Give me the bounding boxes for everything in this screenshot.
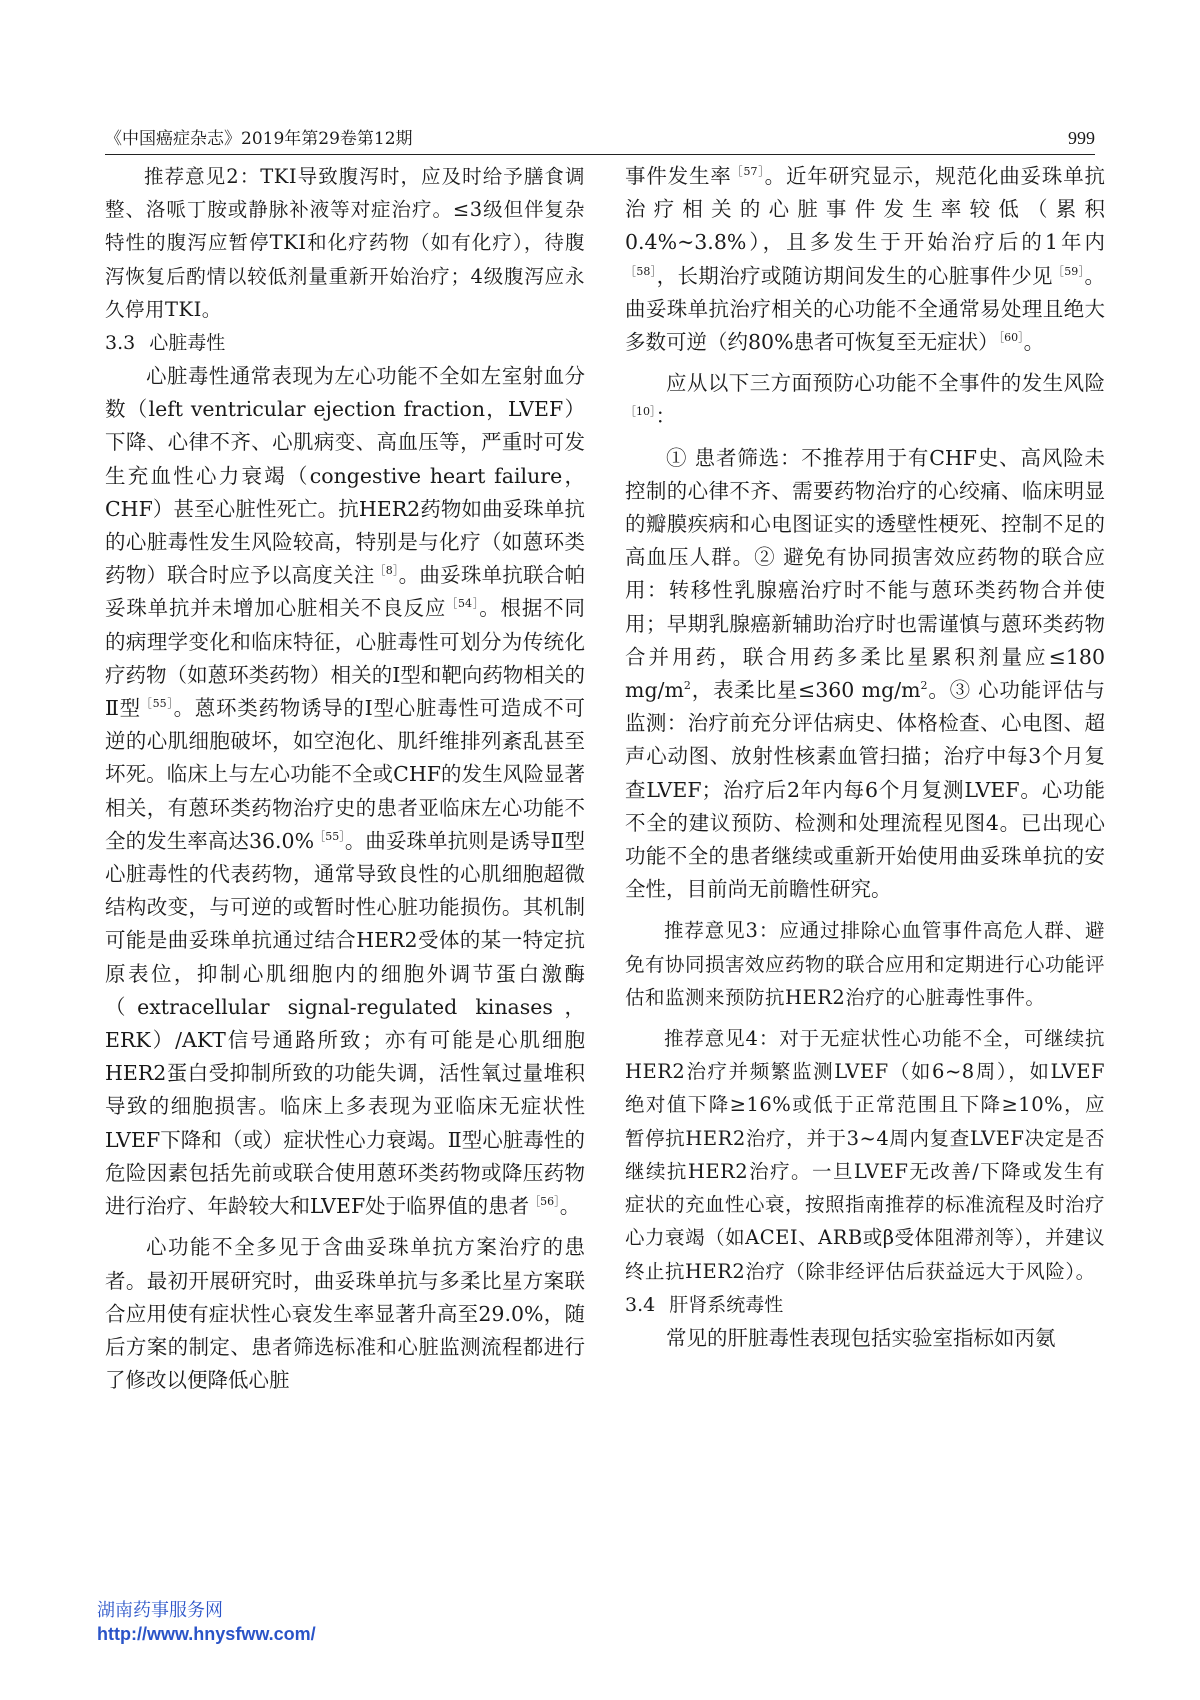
left-column xyxy=(105,160,585,1397)
recommendation-3: 推荐意见3：应通过排除心血管事件高危人群、避免有协同损害效应药物的联合应用和定期进行心功能评估和监测来预防抗HER2治疗的心脏毒性事件。 xyxy=(625,919,1106,1009)
section-number: 3.4 xyxy=(625,1293,656,1316)
citation: ［57］ xyxy=(731,165,765,179)
right-column xyxy=(625,160,1105,1355)
page-number: 999 xyxy=(1068,128,1095,148)
citation: ［59］ xyxy=(1052,264,1085,278)
section-3-3-heading xyxy=(105,326,585,360)
paragraph-liver-toxicity: 常见的肝脏毒性表现包括实验室指标如丙氨 xyxy=(666,1325,1056,1350)
citation: ［54］ xyxy=(446,597,480,611)
site-name: 湖南药事服务网 xyxy=(97,1600,223,1620)
superscript: 2 xyxy=(920,679,928,693)
page-header xyxy=(105,124,1095,155)
paragraph-heart-dysfunction: 心功能不全多见于含曲妥珠单抗方案治疗的患者。最初开展研究时，曲妥珠单抗与多柔比星方案联合应用使有症状性心衰发生率显著升高至29.0%，随后方案的制定、患者筛选标准和心脏监测流程都进行了修改以便降低心脏 xyxy=(105,1235,585,1393)
section-title: 心脏毒性 xyxy=(149,332,226,355)
paragraph-cardiac-toxicity: 心脏毒性通常表现为左心功能不全如左室射血分数（left ventricular ejection fraction，LVEF）下降、心律不齐、心肌病变、高血压等，严重时可发生充血性心力衰竭（congestive heart failure，CHF）甚至心脏性死亡。抗HER2药物如曲妥珠单抗的心脏毒性发生风险较高，特别是与化疗（如蒽环类药物）联合时应予以高度关注$^{[8]}$。曲妥珠单抗联合帕妥珠单抗并未增加心脏相关不良反应$^{[54]}$。根据不同的病理学变化和临床特征，心脏毒性可划分为传统化疗药物（如蒽环类药物）相关的Ⅰ型和靶向药物相关的Ⅱ型$^{[55]}$。蒽环类药物诱导的Ⅰ型心脏毒性可造成不可逆的心肌细胞破坏，如空泡化、肌纤维排列紊乱甚至坏死。临床上与左心功能不全或CHF的发生风险显著相关，有蒽环类药物治疗史的患者亚临床左心功能不全的发生率高达36.0%$^{[55]}$。曲妥珠单抗则是诱导Ⅱ型心脏毒性的代表药物，通常导致良性的心肌细胞超微结构改变，与可逆的或暂时性心脏功能损伤。其机制可能是曲妥珠单抗通过结合HER2受体的某一特定抗原表位，抑制心肌细胞内的细胞外调节蛋白激酶（extracellular signal-regulated kinases，ERK）/AKT信号通路所致；亦有可能是心肌细胞HER2蛋白受抑制所致的功能失调，活性氧过量堆积导致的细胞损害。临床上多表现为亚临床无症状性LVEF下降和（或）症状性心力衰竭。Ⅱ型心脏毒性的危险因素包括先前或联合使用蒽环类药物或降压药物进行治疗、年龄较大和LVEF处于临界值的患者$^{[56]}$。 xyxy=(105,364,586,1219)
site-url-link[interactable]: http://www.hnysfww.com/ xyxy=(97,1624,316,1644)
citation: ［55］ xyxy=(314,830,345,844)
citation: ［55］ xyxy=(140,697,174,711)
superscript: 2 xyxy=(683,679,691,693)
recommendation-2: 推荐意见2：TKI导致腹泻时，应及时给予膳食调整、洛哌丁胺或静脉补液等对症治疗。≤3级但伴复杂特性的腹泻应暂停TKI和化疗药物（如有化疗），待腹泻恢复后酌情以较低剂量重新开始治疗；4级腹泻应永久停用TKI。 xyxy=(105,165,585,321)
paragraph-prevention-measures: ① 患者筛选：不推荐用于有CHF史、高风险未控制的心律不齐、需要药物治疗的心绞痛、临床明显的瓣膜疾病和心电图证实的透壁性梗死、控制不足的高血压人群。② 避免有协同损害效应药物的联合应用：转移性乳腺癌治疗时不能与蒽环类药物合并使用；早期乳腺癌新辅助治疗时也需谨慎与蒽环类药物合并用药，联合用药多柔比星累积剂量应≤180 $mg/m^2$，表柔比星≤360 $mg/m^2$。③ 心功能评估与监测：治疗前充分评估病史、体格检查、心电图、超声心动图、放射性核素血管扫描；治疗中每3个月复查LVEF；治疗后2年内每6个月复测LVEF。心功能不全的建议预防、检测和处理流程见图4。已出现心功能不全的患者继续或重新开始使用曲妥珠单抗的安全性，目前尚无前瞻性研究。 xyxy=(625,445,1105,902)
citation: ［10］ xyxy=(625,405,656,419)
paragraph-prevention-intro: 应从以下三方面预防心功能不全事件的发生风险$^{[10]}$： xyxy=(625,371,1105,429)
section-title: 肝肾系统毒性 xyxy=(669,1293,784,1316)
section-number: 3.3 xyxy=(105,332,136,355)
section-3-4-heading xyxy=(625,1288,1105,1322)
citation: ［8］ xyxy=(374,564,399,578)
citation: ［60］ xyxy=(998,331,1024,345)
paragraph-event-rate: 事件发生率$^{[57]}$。近年研究显示，规范化曲妥珠单抗治疗相关的心脏事件发生率较低（累积0.4%~3.8%），且多发生于开始治疗后的1年内$^{[58]}$，长期治疗或随访期间发生的心脏事件少见$^{[59]}$。曲妥珠单抗治疗相关的心功能不全通常易处理且绝大多数可逆（约80%患者可恢复至无症状）$^{[60]}$。 xyxy=(625,164,1106,355)
recommendation-4: 推荐意见4：对于无症状性心功能不全，可继续抗HER2治疗并频繁监测LVEF（如6~8周），如LVEF绝对值下降≥16%或低于正常范围且下降≥10%，应暂停抗HER2治疗，并于3~4周内复查LVEF决定是否继续抗HER2治疗。一旦LVEF无改善/下降或发生有症状的充血性心衰，按照指南推荐的标准流程及时治疗心力衰竭（如ACEI、ARB或β受体阻滞剂等），并建议终止抗HER2治疗（除非经评估后获益远大于风险）。 xyxy=(625,1027,1106,1283)
citation: ［58］ xyxy=(625,264,657,278)
citation: ［56］ xyxy=(529,1195,560,1209)
watermark-footer xyxy=(97,1598,316,1646)
journal-name: 《中国癌症杂志》2019年第29卷第12期 xyxy=(105,129,413,149)
